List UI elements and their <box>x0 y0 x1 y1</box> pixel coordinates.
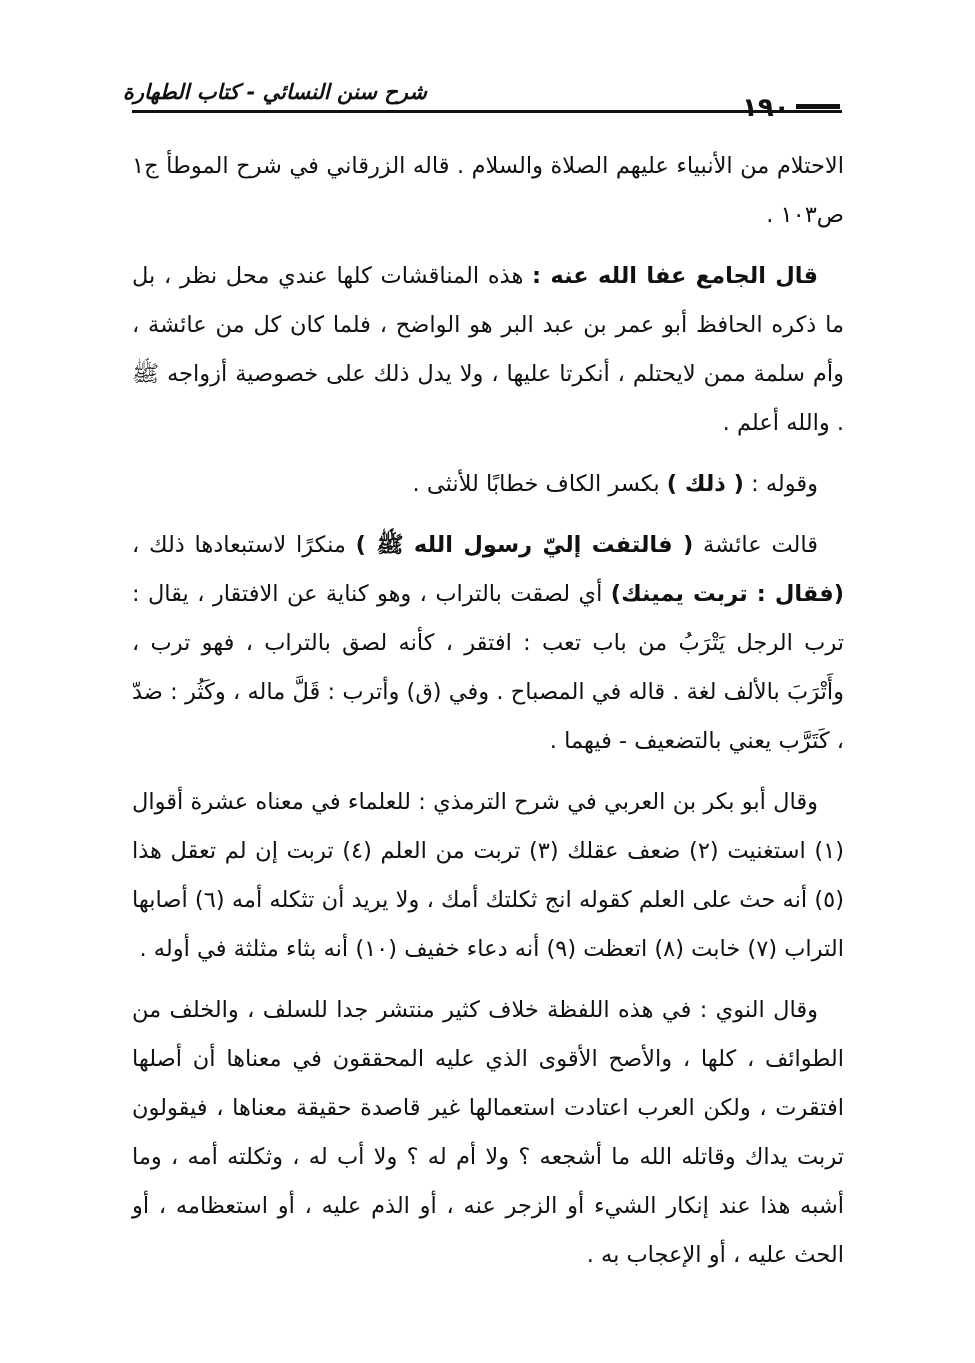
running-title: شرح سنن النسائي - كتاب الطهارة <box>122 80 427 104</box>
bold-phrase: ( فالتفت إليّ رسول الله ﷺ ) <box>355 532 694 558</box>
text-run: وقال النوي : في هذه اللفظة خلاف كثير منتشر جدا للسلف ، والخلف من الطوائف ، كلها ، والأصح الأقوى الذي عليه المحققون في معناها أن أصلها افتقرت ، ولكن العرب اعتادت استعمالها غير قاصدة حقيقة معناها ، فيقولون تربت يداك وقاتله الله ما أشجعه ؟ ولا أم له ؟ ولا أب له ، وثكلته أمه ، وما أشبه هذا عند إنكار الشيء أو الزجر عنه ، أو الذم عليه ، أو استعظامه ، أو الحث عليه ، أو الإعجاب به . <box>132 997 844 1268</box>
text-run: بكسر الكاف خطابًا للأنثى . <box>412 471 667 497</box>
text-run: قالت عائشة <box>693 532 819 558</box>
bold-phrase: قال الجامع عفا الله عنه : <box>532 263 818 289</box>
paragraph <box>132 778 844 974</box>
paragraph <box>132 521 844 766</box>
bold-phrase: ( ذلك ) <box>666 471 744 497</box>
text-run: أي لصقت بالتراب ، وهو كناية عن الافتقار ، يقال : ترب الرجل يَتْرَبُ من باب تعب : افتقر ، كأنه لصق بالتراب ، فهو ترب ، وأَتْرَبَ بالألف لغة . قاله في المصباح . وفي (ق) وأترب : قَلَّ ماله ، وكَثُر : ضدّ ، كَتَرَّب يعني بالتضعيف - فيهما . <box>132 581 844 754</box>
paragraph <box>132 986 844 1280</box>
text-run: وقوله : <box>743 471 818 497</box>
paragraph <box>132 142 844 240</box>
text-run: وقال أبو بكر بن العربي في شرح الترمذي : للعلماء في معناه عشرة أقوال (١) استغنيت (٢) ضعف عقلك (٣) تربت من العلم (٤) تربت إن لم تعقل هذا (٥) أنه حث على العلم كقوله انج ثكلتك أمك ، ولا يريد أن تثكله أمه (٦) أصابها التراب (٧) خابت (٨) اتعظت (٩) أنه دعاء خفيف (١٠) أنه بثاء مثلثة في أوله . <box>132 789 845 962</box>
text-run: منكرًا لاستبعادها ذلك ، <box>132 532 356 558</box>
paragraph <box>132 252 844 448</box>
page-header <box>122 72 842 132</box>
text-run: هذه المناقشات كلها عندي محل نظر ، بل ما ذكره الحافظ أبو عمر بن عبد البر هو الواضح ، فلما كان كل من عائشة ، وأم سلمة ممن لايحتلم ، أنكرتا عليها ، ولا يدل ذلك على خصوصية أزواجه ﷺ . والله أعلم . <box>132 263 844 436</box>
body-text <box>132 142 844 1292</box>
paragraph <box>132 460 844 509</box>
page-number-dash <box>796 104 840 109</box>
header-rule <box>132 110 842 113</box>
text-run: الاحتلام من الأنبياء عليهم الصلاة والسلام . قاله الزرقاني في شرح الموطأ ج١ ص١٠٣ . <box>132 153 844 228</box>
bold-phrase: (فقال : تربت يمينك) <box>610 581 844 607</box>
page-number: ١٩٠ <box>742 93 790 123</box>
